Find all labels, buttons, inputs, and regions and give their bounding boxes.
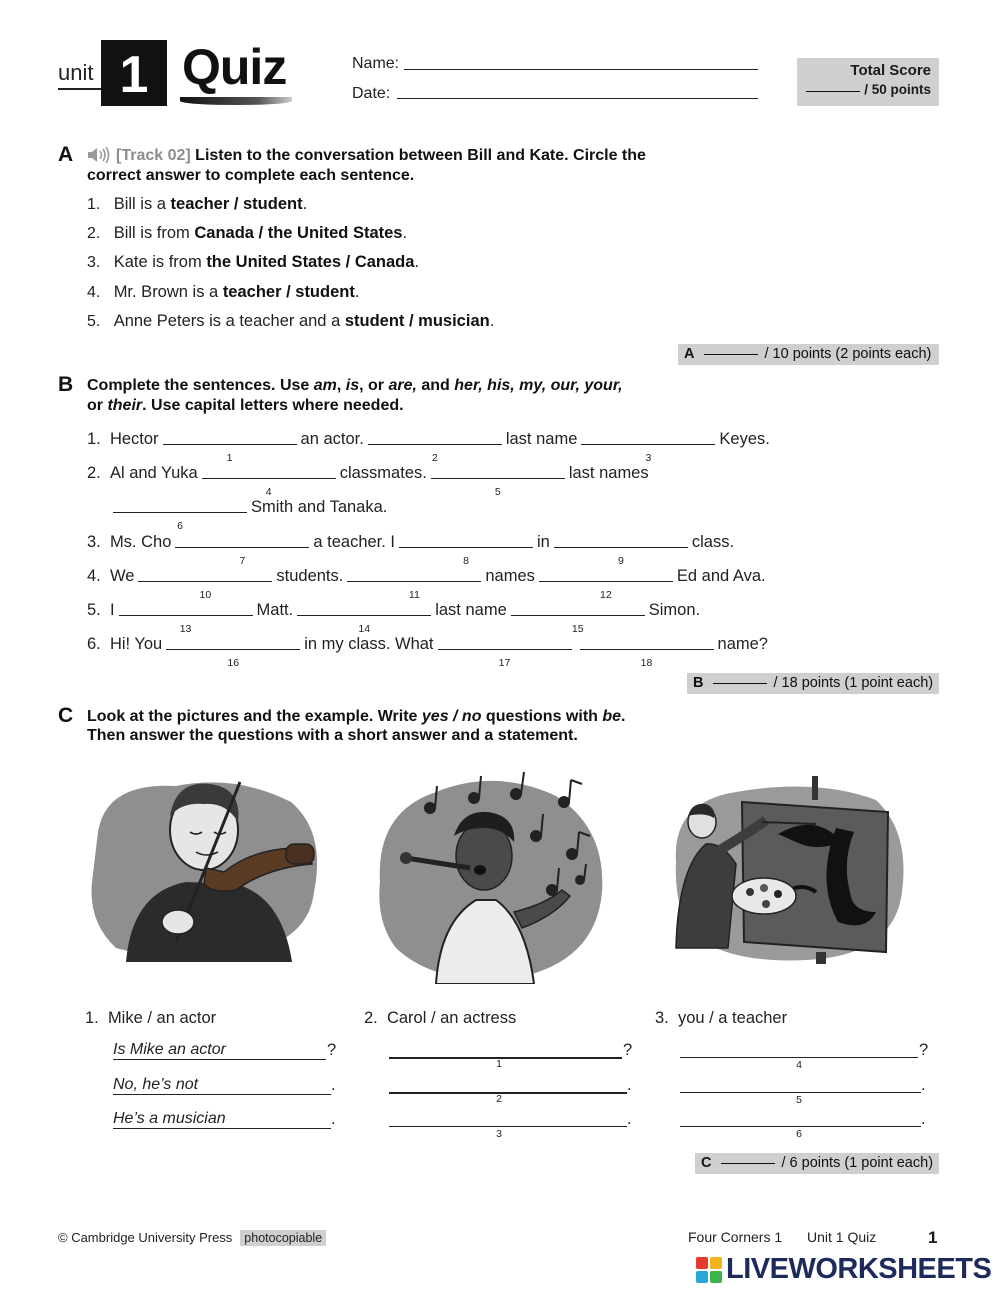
section-b-sentence-2: 2. Al and Yuka 4 classmates. 5 last names <box>87 464 649 498</box>
answer-blank[interactable]: 17 <box>438 648 572 650</box>
answer-choice[interactable]: Canada / the United States <box>194 224 403 242</box>
section-b-sentence-3: 3. Ms. Cho 7 a teacher. I 8 in 9 class. <box>87 533 735 567</box>
section-b-sentence-1: 1. Hector 1 an actor. 2 last name 3 Keyes. <box>87 430 770 464</box>
answer-blank[interactable]: 14 <box>297 614 431 616</box>
section-b-sentence-2-cont: 6 Smith and Tanaka. <box>109 498 387 517</box>
answer-blank[interactable]: 11 <box>347 580 481 582</box>
section-c-points: C / 6 points (1 point each) <box>695 1153 939 1174</box>
period: . <box>627 1110 632 1128</box>
answer-blank[interactable]: 6 <box>113 511 247 513</box>
period: . <box>921 1076 926 1094</box>
total-score-points: / 50 points <box>806 82 931 97</box>
quiz-title: Quiz <box>182 39 287 95</box>
total-score-blank[interactable] <box>806 90 860 92</box>
section-b-instruction-1: Complete the sentences. Use am, is, or are, and her, his, my, our, your, <box>87 377 623 394</box>
blank-number: 1 <box>496 1058 502 1070</box>
answer-blank[interactable]: 15 <box>511 614 645 616</box>
blank-number: 6 <box>796 1128 802 1140</box>
example-statement: He’s a musician <box>113 1110 226 1127</box>
section-b-sentence-4: 4. We 10 students. 11 names 12 Ed and Ava. <box>87 567 766 601</box>
answer-blank[interactable]: 7 <box>175 546 309 548</box>
section-b-score-blank[interactable] <box>713 682 767 684</box>
answer-blank[interactable]: 2 <box>368 443 502 445</box>
section-c-instruction-2: Then answer the questions with a short answer and a statement. <box>87 727 578 744</box>
section-a-question: 4. Mr. Brown is a teacher / student. <box>87 283 360 301</box>
answer-line[interactable] <box>680 1126 921 1127</box>
photocopiable-tag: photocopiable <box>240 1230 326 1246</box>
section-a-points: A / 10 points (2 points each) <box>678 344 939 365</box>
violinist-illustration <box>86 772 326 962</box>
quiz-name: Unit 1 Quiz <box>807 1229 877 1245</box>
section-a-letter: A <box>58 143 74 166</box>
answer-line[interactable] <box>389 1126 627 1127</box>
example-short-answer: No, he’s not <box>113 1076 199 1093</box>
answer-blank[interactable]: 9 <box>554 546 688 548</box>
example-short-answer-line <box>113 1094 331 1095</box>
section-b-letter: B <box>58 373 74 396</box>
painter-illustration <box>666 772 910 964</box>
answer-blank[interactable]: 4 <box>202 477 336 479</box>
answer-blank[interactable]: 13 <box>119 614 253 616</box>
blank-number: 5 <box>796 1094 802 1106</box>
quiz-title-shadow <box>180 97 292 105</box>
answer-choice[interactable]: teacher / student <box>222 283 355 301</box>
unit-number: 1 <box>101 40 167 106</box>
answer-choice[interactable]: student / musician <box>344 312 490 330</box>
question-mark: ? <box>327 1041 337 1059</box>
answer-blank[interactable]: 3 <box>581 443 715 445</box>
total-score-box <box>797 58 939 106</box>
period: . <box>331 1076 336 1094</box>
answer-line[interactable] <box>680 1092 921 1093</box>
question-mark: ? <box>623 1041 633 1059</box>
section-a-instruction-2: correct answer to complete each sentence. <box>87 167 415 184</box>
section-b-sentence-5: 5. I 13 Matt. 14 last name 15 Simon. <box>87 601 701 635</box>
section-a-score-blank[interactable] <box>704 353 758 355</box>
copyright: © Cambridge University Press photocopiable <box>58 1230 326 1246</box>
answer-blank[interactable]: 18 <box>580 648 714 650</box>
blank-number: 3 <box>496 1128 502 1140</box>
section-c-score-blank[interactable] <box>721 1162 775 1164</box>
blank-number: 2 <box>496 1093 502 1105</box>
book-title: Four Corners 1 <box>688 1229 783 1245</box>
liveworksheets-logo-icon <box>696 1257 722 1283</box>
period: . <box>331 1110 336 1128</box>
unit-label: unit <box>58 60 94 85</box>
example-question-line <box>113 1059 326 1060</box>
question-mark: ? <box>919 1041 929 1059</box>
blank-number: 4 <box>796 1059 802 1071</box>
section-a-question: 2. Bill is from Canada / the United States. <box>87 224 408 242</box>
answer-blank[interactable]: 12 <box>539 580 673 582</box>
example-question: Is Mike an actor <box>113 1041 226 1058</box>
page-number: 1 <box>928 1228 938 1247</box>
period: . <box>627 1076 632 1094</box>
liveworksheets-logo-text: LIVEWORKSHEETS <box>726 1253 992 1285</box>
period: . <box>921 1110 926 1128</box>
section-c-letter: C <box>58 704 74 727</box>
answer-blank[interactable]: 5 <box>431 477 565 479</box>
section-a-instruction-1: [Track 02] Listen to the conversation between Bill and Kate. Circle the <box>116 147 646 164</box>
section-b-sentence-6: 6. Hi! You 16 in my class. What 17 18 name? <box>87 635 768 669</box>
answer-blank[interactable]: 16 <box>166 648 300 650</box>
section-c-item-1: 1. Mike / an actor <box>85 1009 217 1027</box>
section-a-question: 5. Anne Peters is a teacher and a student / musician. <box>87 312 495 330</box>
name-label: Name: <box>352 55 400 72</box>
speaker-icon[interactable] <box>86 145 112 165</box>
section-b-points: B / 18 points (1 point each) <box>687 673 939 694</box>
section-a-question: 1. Bill is a teacher / student. <box>87 195 308 213</box>
answer-line[interactable] <box>680 1057 918 1058</box>
answer-choice[interactable]: the United States / Canada <box>206 253 415 271</box>
answer-blank[interactable]: 10 <box>138 580 272 582</box>
section-c-item-3: 3. you / a teacher <box>655 1009 788 1027</box>
section-c-instruction-1: Look at the pictures and the example. Write yes / no questions with be. <box>87 708 626 725</box>
answer-choice[interactable]: teacher / student <box>170 195 303 213</box>
section-a-question: 3. Kate is from the United States / Canada. <box>87 253 420 271</box>
date-label: Date: <box>352 85 391 102</box>
answer-blank[interactable]: 8 <box>399 546 533 548</box>
unit-underline <box>58 88 102 90</box>
example-statement-line <box>113 1128 331 1129</box>
name-field[interactable] <box>404 69 758 70</box>
date-field[interactable] <box>397 98 758 99</box>
answer-blank[interactable]: 1 <box>163 443 297 445</box>
section-b-instruction-2: or their. Use capital letters where needed. <box>87 397 404 414</box>
total-score-title: Total Score <box>850 62 931 79</box>
section-c-item-2: 2. Carol / an actress <box>364 1009 517 1027</box>
singer-illustration <box>366 772 606 984</box>
